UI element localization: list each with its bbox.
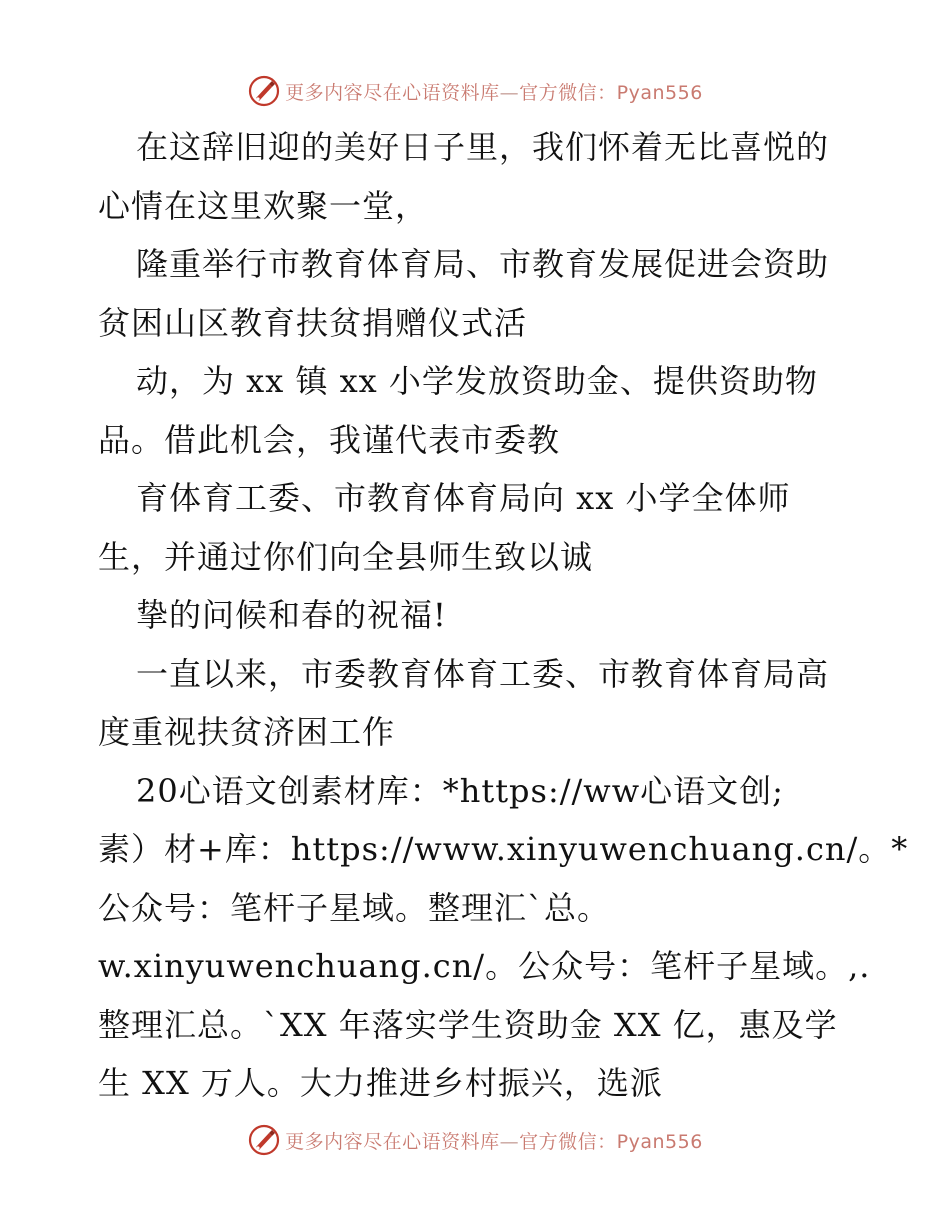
document-body [98, 118, 909, 1113]
text-line: 在这辞旧迎的美好日子里，我们怀着无比喜悦的 [136, 128, 830, 166]
text-line: 生，并通过你们向全县师生致以诚 [98, 537, 594, 576]
text-line: 动，为 xx 镇 xx 小学发放资助金、提供资助物 [136, 362, 818, 400]
pen-logo-icon [247, 74, 281, 108]
text-line: 生 XX 万人。大力推进乡村振兴，选派 [98, 1064, 663, 1102]
text-line: 公众号：笔杆子星域。整理汇`总。 [98, 888, 611, 927]
text-line: 心情在这里欢聚一堂， [98, 186, 429, 225]
text-line: w.xinyuwenchuang.cn/。公众号：笔杆子星域。,. [98, 947, 871, 985]
footer-banner [0, 1120, 950, 1160]
text-line: 整理汇总。`XX 年落实学生资助金 XX 亿，惠及学 [98, 1005, 838, 1044]
text-line: 度重视扶贫济困工作 [98, 713, 396, 751]
pen-logo-icon [247, 1123, 281, 1157]
text-line: 育体育工委、市教育体育局向 xx 小学全体师 [136, 479, 791, 517]
text-line: 贫困山区教育扶贫捐赠仪式活 [98, 303, 528, 342]
text-line: 素）材+库：https://www.xinyuwenchuang.cn/。* [98, 830, 909, 868]
banner-text: 更多内容尽在心语资料库—官方微信：Pyan556 [285, 81, 703, 104]
banner-text: 更多内容尽在心语资料库—官方微信：Pyan556 [285, 1130, 703, 1153]
text-line: 品。借此机会，我谨代表市委教 [98, 420, 561, 459]
text-line: 挚的问候和春的祝福! [136, 596, 447, 634]
text-line: 一直以来，市委教育体育工委、市教育体育局高 [136, 654, 830, 693]
text-line: 隆重举行市教育体育局、市教育发展促进会资助 [136, 245, 830, 283]
header-banner [0, 71, 950, 111]
text-line: 20心语文创素材库：*https://ww心语文创; [136, 771, 784, 810]
